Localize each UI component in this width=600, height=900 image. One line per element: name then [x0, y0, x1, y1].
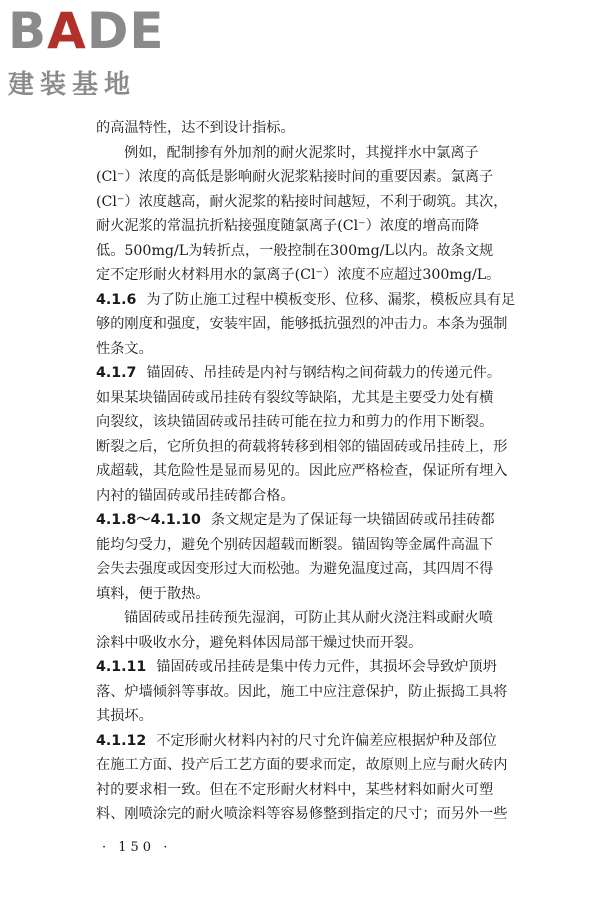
text-line: [96, 435, 536, 460]
line-text: 锚固砖或吊挂砖预先湿润，可防止其从耐火浇注料或耐火喷: [124, 610, 493, 626]
text-line: [96, 778, 536, 803]
clause-number: 4.1.11: [96, 659, 147, 675]
line-text: 锚固砖或吊挂砖是集中传力元件，其损坏会导致炉顶坍: [156, 659, 497, 675]
text-line: [96, 190, 536, 215]
line-text: 耐火泥浆的常温抗折粘接强度随氯离子(Cl⁻）浓度的增高而降: [96, 218, 480, 234]
logo-brand: BADE: [8, 2, 165, 60]
text-line: [96, 680, 536, 705]
text-line: [96, 116, 536, 141]
logo: [8, 2, 183, 100]
line-text: 内衬的锚固砖或吊挂砖都合格。: [96, 487, 295, 504]
line-text: 衬的要求相一致。但在不定形耐火材料中，某些材料如耐火可塑: [96, 781, 494, 798]
text-line: [96, 606, 536, 631]
line-text: 落、炉墙倾斜等事故。因此，施工中应注意保护，防止振捣工具将: [96, 683, 508, 700]
text-line: [96, 337, 536, 362]
line-text: 断裂之后，它所负担的荷载将转移到相邻的锚固砖或吊挂砖上，形: [96, 438, 508, 455]
clause-number: 4.1.8～4.1.10: [96, 512, 201, 528]
line-text: (Cl⁻）浓度越高，耐火泥浆的粘接时间越短，不利于砌筑。其次，: [96, 193, 508, 210]
text-line: [96, 165, 536, 190]
line-text: 低。500mg/L为转折点，一般控制在300mg/L以内。故条文规: [96, 242, 494, 259]
text-line: [96, 802, 536, 827]
line-text: 例如，配制掺有外加剂的耐火泥浆时，其搅拌水中氯离子: [124, 144, 479, 161]
text-line: [96, 361, 536, 386]
line-text: 在施工方面、投产后工艺方面的要求而定，故原则上应与耐火砖内: [96, 757, 508, 773]
text-line: [96, 484, 536, 509]
text-line: [96, 239, 536, 264]
text-line: [96, 263, 536, 288]
line-text: 其损坏。: [96, 708, 153, 724]
page-number: · 150 ·: [102, 840, 172, 855]
line-text: 定不定形耐火材料用水的氯离子(Cl⁻）浓度不应超过300mg/L。: [96, 267, 501, 283]
line-text: 性条文。: [96, 340, 153, 357]
text-line: [96, 655, 536, 680]
text-line: [96, 141, 536, 166]
text-line: [96, 410, 536, 435]
line-text: 涂料中吸收水分，避免料体因局部干燥过快而开裂。: [96, 634, 423, 651]
text-line: [96, 533, 536, 558]
text-line: [96, 631, 536, 656]
clause-number: 4.1.7: [96, 365, 137, 381]
line-text: 填料，便于散热。: [96, 585, 210, 602]
line-text: 锚固砖、吊挂砖是内衬与钢结构之间荷载力的传递元件。: [146, 365, 502, 381]
clause-number: 4.1.12: [96, 732, 147, 749]
logo-subtitle: 建装基地: [8, 70, 137, 100]
line-text: 的高温特性，达不到设计指标。: [96, 120, 295, 136]
line-text: 向裂纹，该块锚固砖或吊挂砖可能在拉力和剪力的作用下断裂。: [96, 414, 494, 430]
line-text: 够的刚度和强度，安装牢固，能够抵抗强烈的冲击力。本条为强制: [96, 316, 508, 332]
text-line: [96, 386, 536, 411]
line-text: 为了防止施工过程中模板变形、位移、漏浆，模板应具有足: [146, 291, 516, 308]
text-line: [96, 288, 536, 313]
text-line: [96, 459, 536, 484]
line-text: (Cl⁻）浓度的高低是影响耐火泥浆粘接时间的重要因素。氯离子: [96, 169, 494, 185]
line-text: 条文规定是为了保证每一块锚固砖或吊挂砖都: [210, 512, 495, 528]
text-line: [96, 729, 536, 754]
text-line: [96, 753, 536, 778]
line-text: 会失去强度或因变形过大而松弛。为避免温度过高，其四周不得: [96, 561, 494, 577]
text-line: [96, 582, 536, 607]
line-text: 能均匀受力，避免个别砖因超载而断裂。锚固钩等金属件高温下: [96, 536, 494, 553]
line-text: 成超载，其危险性是显而易见的。因此应严格检查，保证所有埋入: [96, 463, 508, 479]
line-text: 如果某块锚固砖或吊挂砖有裂纹等缺陷，尤其是主要受力处有横: [96, 389, 494, 406]
text-line: [96, 508, 536, 533]
line-text: 不定形耐火材料内衬的尺寸允许偏差应根据炉种及部位: [156, 732, 497, 749]
text-line: [96, 312, 536, 337]
text-line: [96, 704, 536, 729]
line-text: 料、刚喷涂完的耐火喷涂料等容易修整到指定的尺寸；而另外一些: [96, 806, 508, 822]
text-line: [96, 557, 536, 582]
document-body: [96, 116, 536, 827]
clause-number: 4.1.6: [96, 291, 137, 308]
text-line: [96, 214, 536, 239]
